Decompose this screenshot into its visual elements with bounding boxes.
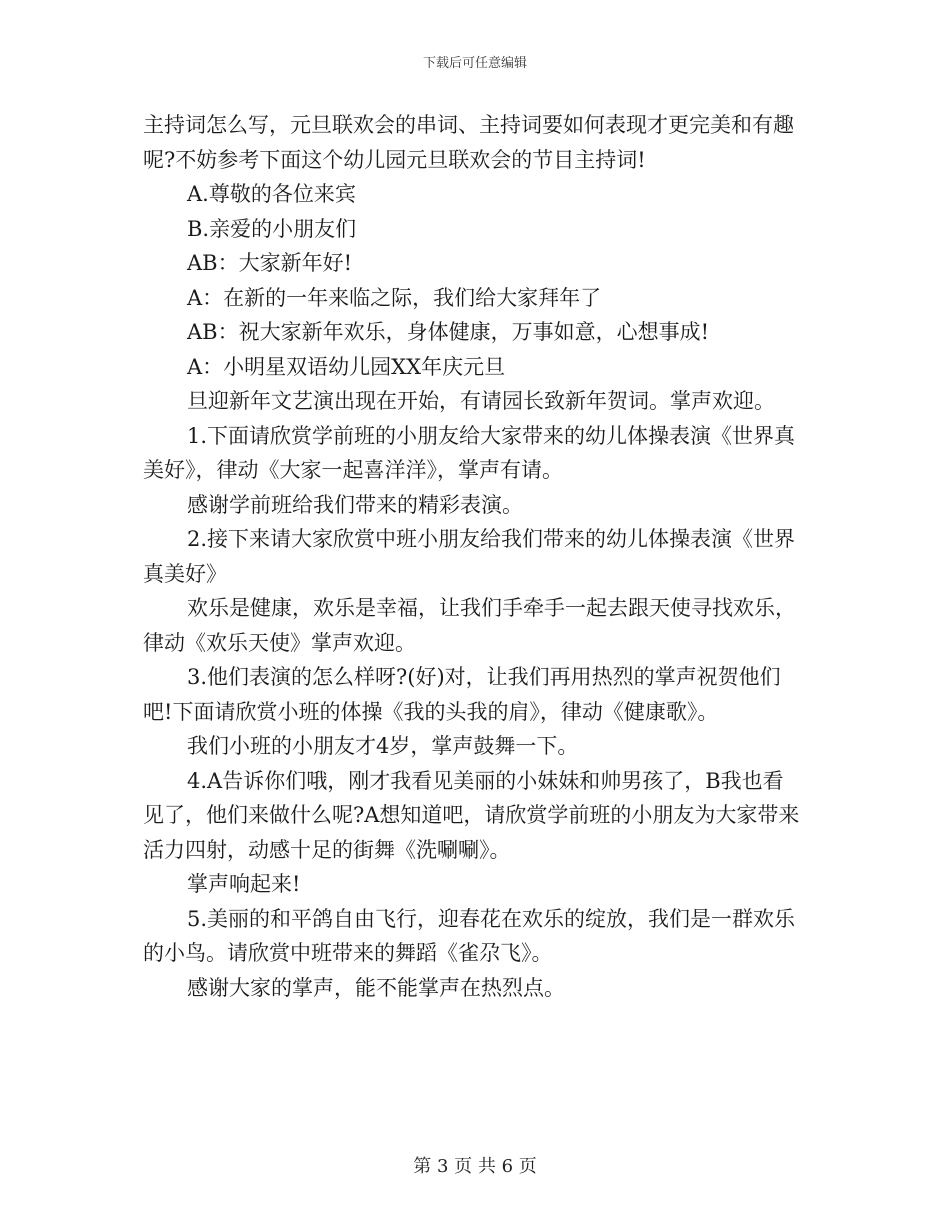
paragraph: 感谢大家的掌声，能不能掌声在热烈点。 xyxy=(187,975,565,1000)
paragraph: 欢乐是健康，欢乐是幸福，让我们手牵手一起去跟天使寻找欢乐，律动《欢乐天使》掌声欢迎。 xyxy=(143,596,796,655)
paragraph: 3.他们表演的怎么样呀?(好)对，让我们再用热烈的掌声祝贺他们吧!下面请欣赏小班的体操《我的头我的肩》，律动《健康歌》。 xyxy=(143,665,781,724)
paragraph: 掌声响起来! xyxy=(187,872,301,896)
paragraph: B.亲爱的小朋友们 xyxy=(187,216,357,241)
paragraph: 我们小班的小朋友才4岁，掌声鼓舞一下。 xyxy=(187,734,579,758)
page-header-note: 下载后可任意编辑 xyxy=(422,56,527,71)
document-body xyxy=(143,108,803,1005)
paragraph: A.尊敬的各位来宾 xyxy=(187,182,356,206)
paragraph-intro: 主持词怎么写，元旦联欢会的串词、主持词要如何表现才更完美和有趣呢?不妨参考下面这个幼儿园元旦联欢会的节目主持词! xyxy=(143,113,794,172)
paragraph: AB：祝大家新年欢乐，身体健康，万事如意，心想事成! xyxy=(187,320,710,344)
paragraph: 旦迎新年文艺演出现在开始，有请园长致新年贺词。掌声欢迎。 xyxy=(187,389,775,413)
paragraph: 5.美丽的和平鸽自由飞行，迎春花在欢乐的绽放，我们是一群欢乐的小鸟。请欣赏中班带来的舞蹈《雀尕飞》。 xyxy=(143,906,796,965)
paragraph: A：在新的一年来临之际，我们给大家拜年了 xyxy=(187,285,602,310)
paragraph: AB：大家新年好! xyxy=(187,251,353,275)
paragraph: 感谢学前班给我们带来的精彩表演。 xyxy=(187,492,523,517)
page-number: 第 3 页 共 6 页 xyxy=(413,1156,537,1177)
paragraph: 4.A告诉你们哦，刚才我看见美丽的小妹妹和帅男孩了，B我也看见了，他们来做什么呢?A想知道吧，请欣赏学前班的小朋友为大家带来活力四射，动感十足的街舞《洗唰唰》。 xyxy=(143,768,800,862)
paragraph: 1.下面请欣赏学前班的小朋友给大家带来的幼儿体操表演《世界真美好》，律动《大家一起喜洋洋》，掌声有请。 xyxy=(143,423,796,482)
paragraph: A：小明星双语幼儿园XX年庆元旦 xyxy=(187,354,506,379)
paragraph: 2.接下来请大家欣赏中班小朋友给我们带来的幼儿体操表演《世界真美好》 xyxy=(143,527,796,586)
